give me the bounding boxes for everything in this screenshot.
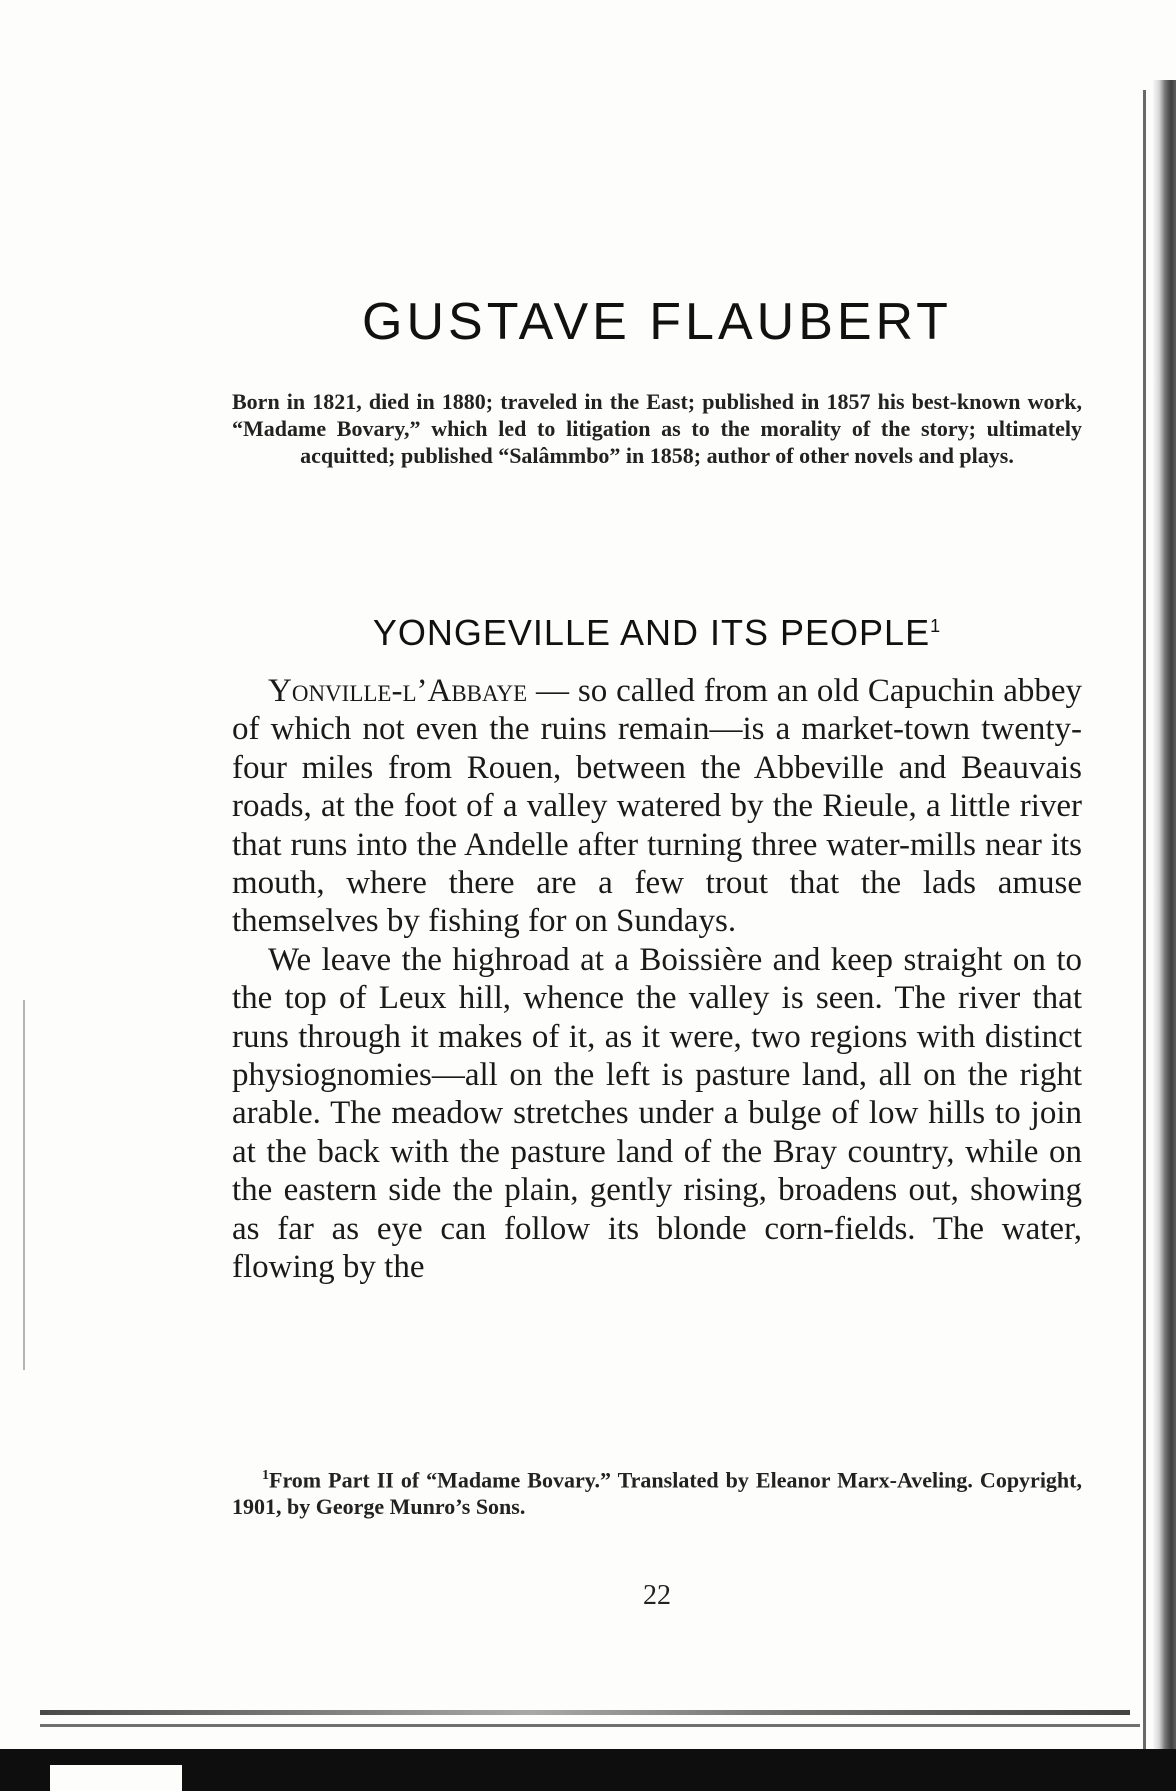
margin-mark — [23, 1000, 25, 1370]
page-title: GUSTAVE FLAUBERT — [362, 293, 952, 351]
section-footnote-marker: 1 — [930, 616, 942, 636]
body-text — [232, 672, 1082, 1287]
section-heading — [232, 612, 1082, 654]
bottom-scan-line-2 — [40, 1724, 1140, 1727]
page-edge-line — [1143, 90, 1146, 1780]
section-heading-text: YONGEVILLE AND ITS PEOPLE — [372, 612, 931, 653]
body-paragraph-1-text: — so called from an old Capuchin abbey of which not even the ruins remain—is a market-town twenty-four miles from Rouen, between the Abbeville and Beauvais roads, at the foot of a valley watered by the Rieule, a little river that runs into the Andelle after turning three water-mills near its mouth, where there are a few trout that the lads amuse themselves by fishing for on Sundays. — [232, 673, 1082, 940]
body-paragraph-1 — [232, 672, 1082, 941]
author-bio: Born in 1821, died in 1880; traveled in the East; published in 1857 his best-known work, “Madame Bovary,” which led to litigation as to the morality of the story; ultimately acquitted; published “Salâmmbo” in 1858; author of other novels and plays. — [232, 389, 1082, 468]
body-lead-smallcaps: Yonville-l’Abbaye — [268, 673, 528, 709]
bottom-scan-notch — [50, 1765, 182, 1791]
footnote-marker: 1 — [262, 1468, 269, 1483]
body-paragraph-2: We leave the highroad at a Boissière and keep straight on to the top of Leux hill, whence the valley is seen. The river that runs through it makes of it, as it were, two regions with distinct physiognomies—all on the left is pasture land, all on the right arable. The meadow stretches under a bulge of low hills to join at the back with the pasture land of the Bray country, while on the eastern side the plain, gently rising, broadens out, showing as far as eye can follow its blonde corn-fields. The water, flowing by the — [232, 941, 1082, 1286]
footnote — [232, 1462, 1082, 1520]
page-edge-shadow — [1152, 80, 1176, 1791]
footnote-text: From Part II of “Madame Bovary.” Translated by Eleanor Marx-Aveling. Copyright, 1901, by George Munro’s Sons. — [232, 1467, 1082, 1520]
page-number: 22 — [643, 1580, 671, 1611]
bottom-scan-line — [40, 1710, 1130, 1715]
